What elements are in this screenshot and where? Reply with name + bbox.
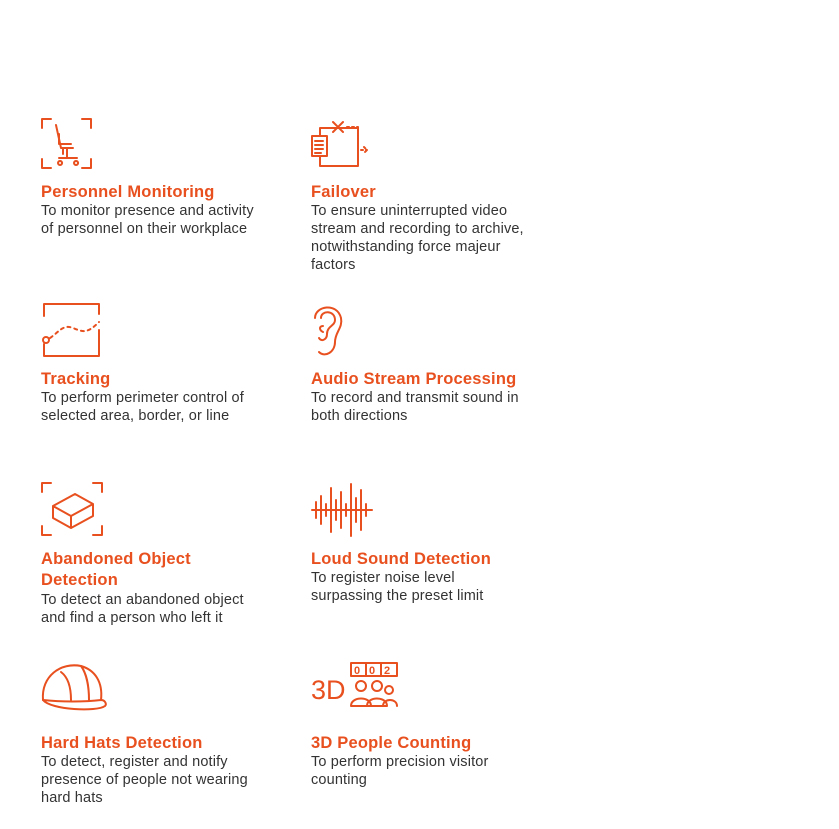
box-object-icon [41, 482, 103, 536]
feature-title: Loud Sound Detection [311, 550, 491, 568]
hard-hat-icon [41, 662, 109, 712]
tracking-path-icon [41, 302, 103, 358]
feature-audio-stream-processing [311, 302, 571, 432]
feature-title: Personnel Monitoring [41, 183, 215, 201]
feature-description: To detect, register and notify presence of people not wearing hard hats [41, 754, 248, 806]
failover-document-icon [311, 118, 369, 170]
people-counter-icon [311, 662, 401, 710]
feature-abandoned-object-detection [41, 482, 301, 632]
feature-description: To perform precision visitor counting [311, 754, 489, 788]
feature-title: Tracking [41, 370, 111, 388]
sound-wave-icon [311, 482, 373, 538]
counter-digit: 0 [369, 665, 376, 677]
feature-hard-hats-detection [41, 662, 301, 812]
ear-icon [311, 302, 345, 358]
feature-description: To ensure uninterrupted video stream and recording to archive, notwithstanding force majeur factors [311, 203, 524, 273]
feature-description: To detect an abandoned object and find a person who left it [41, 592, 244, 626]
feature-title: Failover [311, 183, 376, 201]
counter-digit: 0 [354, 665, 361, 677]
feature-loud-sound-detection [311, 482, 571, 612]
feature-title: Abandoned Object Detection [41, 550, 191, 589]
feature-description: To register noise level surpassing the preset limit [311, 570, 484, 604]
feature-failover [311, 118, 571, 278]
feature-tracking [41, 302, 301, 432]
feature-description: To record and transmit sound in both directions [311, 390, 519, 424]
feature-title: Audio Stream Processing [311, 370, 517, 388]
feature-title: 3D People Counting [311, 734, 472, 752]
icon-3d-label: 3D [311, 675, 346, 705]
office-chair-icon [41, 118, 93, 170]
feature-description: To monitor presence and activity of personnel on their workplace [41, 203, 254, 237]
feature-personnel-monitoring [41, 118, 301, 248]
counter-digit: 2 [384, 665, 391, 677]
feature-3d-people-counting [311, 662, 571, 792]
feature-title: Hard Hats Detection [41, 734, 203, 752]
feature-description: To perform perimeter control of selected area, border, or line [41, 390, 244, 424]
